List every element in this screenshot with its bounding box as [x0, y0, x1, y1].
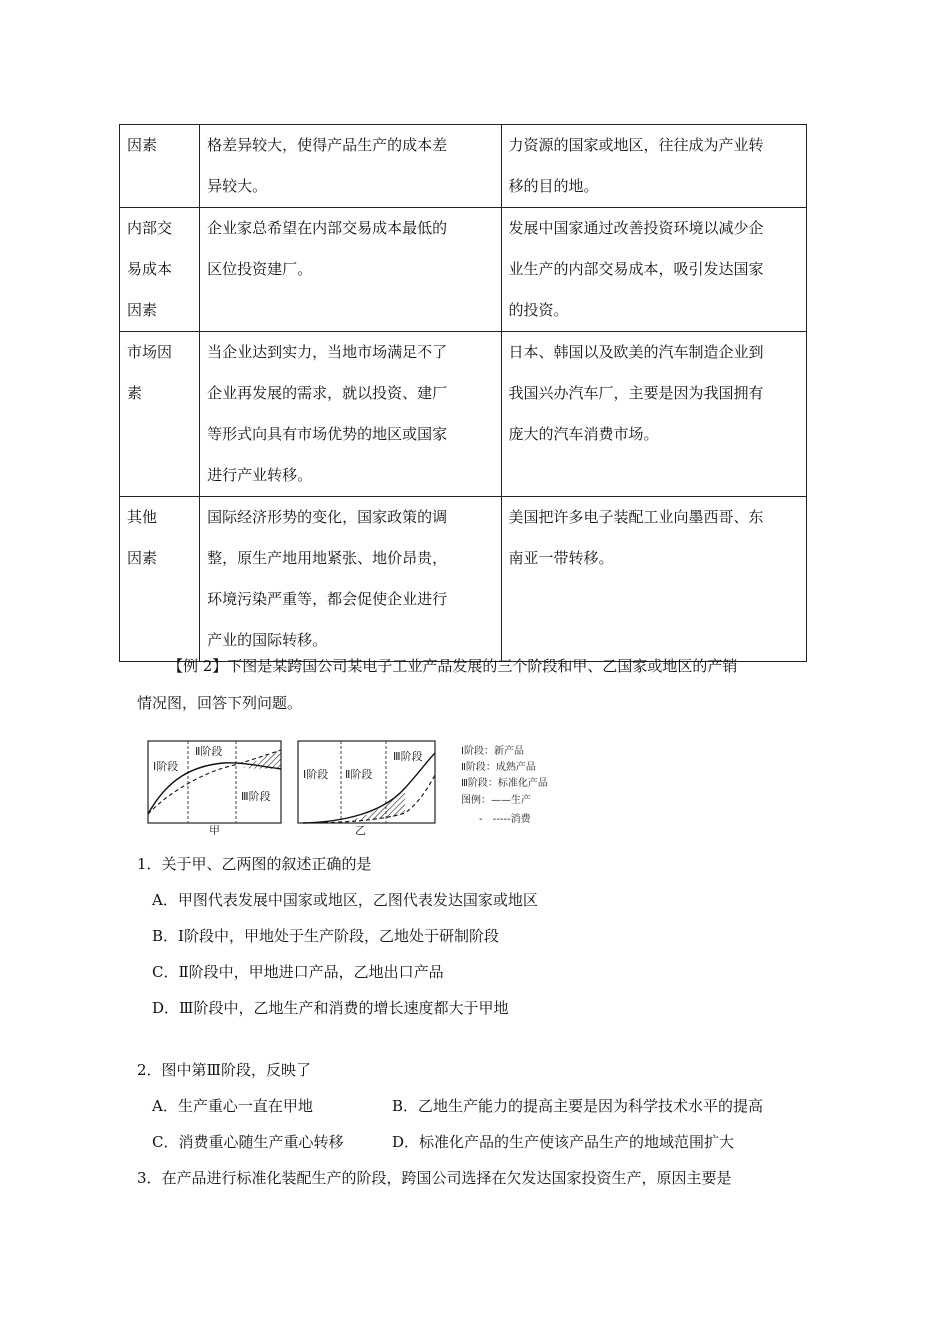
stage-label: Ⅲ阶段 — [393, 750, 423, 763]
legend-item: Ⅰ阶段：新产品 — [461, 746, 524, 757]
cell-line: 日本、韩国以及欧美的汽车制造企业到 — [508, 343, 764, 361]
table-row — [120, 332, 807, 497]
stage-label: Ⅰ阶段 — [153, 760, 179, 773]
cell-line: 南亚一带转移。 — [508, 549, 614, 567]
factor-cell — [120, 332, 200, 497]
cell-line: 因素 — [127, 301, 158, 319]
example-cell — [501, 208, 806, 332]
cell-line: 美国把许多电子装配工业向墨西哥、东 — [508, 508, 764, 526]
option-c: C．Ⅱ阶段中，甲地进口产品，乙地出口产品 — [152, 963, 444, 981]
cell-line: 市场因 — [127, 343, 173, 361]
cell-line: 因素 — [127, 136, 158, 154]
panel-label: 乙 — [355, 824, 366, 835]
cell-line: 国际经济形势的变化，国家政策的调 — [207, 508, 448, 526]
option-b: B．Ⅰ阶段中，甲地处于生产阶段，乙地处于研制阶段 — [152, 927, 499, 945]
example-cell — [501, 497, 806, 662]
deficit-hatch — [348, 788, 405, 822]
cell-line: 力资源的国家或地区，往往成为产业转 — [508, 136, 764, 154]
cell-line: 环境污染严重等，都会促使企业进行 — [207, 590, 448, 608]
factor-cell — [120, 125, 200, 208]
table-row — [120, 208, 807, 332]
cell-line: 进行产业转移。 — [207, 466, 313, 484]
example-cell — [501, 332, 806, 497]
cell-line: 企业再发展的需求，就以投资、建厂 — [207, 384, 448, 402]
desc-cell — [200, 208, 501, 332]
example-intro-line: 情况图，回答下列问题。 — [137, 694, 303, 712]
option-a: A．甲图代表发展中国家或地区，乙图代表发达国家或地区 — [152, 891, 538, 909]
cell-line: 产业的国际转移。 — [207, 631, 328, 649]
cell-line: 的投资。 — [508, 301, 569, 319]
cell-line: 易成本 — [127, 260, 173, 278]
option-a: A．生产重心一直在甲地 — [152, 1097, 313, 1115]
cell-line: 企业家总希望在内部交易成本最低的 — [207, 219, 448, 237]
desc-cell — [200, 332, 501, 497]
production-curve — [303, 753, 435, 823]
legend-item: Ⅱ阶段：成熟产品 — [461, 762, 536, 773]
production-consumption-figure — [143, 738, 578, 835]
industry-transfer-table — [119, 124, 807, 662]
panel-label: 甲 — [209, 824, 220, 835]
desc-cell — [200, 125, 501, 208]
stage-label: Ⅲ阶段 — [241, 790, 271, 803]
desc-cell — [200, 497, 501, 662]
cell-line: 素 — [127, 384, 143, 402]
table-row — [120, 497, 807, 662]
cell-line: 区位投资建厂。 — [207, 260, 313, 278]
cell-line: 当企业达到实力，当地市场满足不了 — [207, 343, 448, 361]
example-intro-line: 【例 2】下图是某跨国公司某电子工业产品发展的三个阶段和甲、乙国家或地区的产销 — [168, 657, 738, 675]
stage-label: Ⅰ阶段 — [303, 768, 329, 781]
option-d: D．标准化产品的生产使该产品生产的地域范围扩大 — [392, 1133, 735, 1151]
panel-yi — [298, 741, 435, 835]
cell-line: 因素 — [127, 549, 158, 567]
factor-cell — [120, 497, 200, 662]
stage-label: Ⅱ阶段 — [345, 768, 373, 781]
cell-line: 整，原生产地用地紧张、地价昂贵， — [207, 549, 448, 567]
factor-cell — [120, 208, 200, 332]
cell-line: 格差异较大，使得产品生产的成本差 — [207, 136, 448, 154]
option-b: B．乙地生产能力的提高主要是因为科学技术水平的提高 — [392, 1097, 764, 1115]
stage-label: Ⅱ阶段 — [195, 745, 223, 758]
legend-item: 图例：——生产 — [461, 795, 531, 806]
cell-line: 庞大的汽车消费市场。 — [508, 425, 659, 443]
figure-legend — [461, 744, 548, 825]
option-c: C．消费重心随生产重心转移 — [152, 1133, 344, 1151]
option-d: D．Ⅲ阶段中，乙地生产和消费的增长速度都大于甲地 — [152, 999, 509, 1017]
cell-line: 等形式向具有市场优势的地区或国家 — [207, 425, 448, 443]
question-stem: 1．关于甲、乙两图的叙述正确的是 — [137, 855, 372, 873]
panel-jia — [148, 741, 281, 835]
cell-line: 业生产的内部交易成本，吸引发达国家 — [508, 260, 764, 278]
cell-line: 发展中国家通过改善投资环境以减少企 — [508, 219, 764, 237]
cell-line: 内部交 — [127, 219, 173, 237]
table-row — [120, 125, 807, 208]
cell-line: 其他 — [127, 508, 158, 526]
cell-line: 移的目的地。 — [508, 177, 599, 195]
question-stem: 2．图中第Ⅲ阶段，反映了 — [137, 1061, 312, 1079]
legend-item: - -----消费 — [479, 814, 531, 825]
legend-item: Ⅲ阶段：标准化产品 — [461, 778, 548, 789]
question-stem: 3．在产品进行标准化装配生产的阶段，跨国公司选择在欠发达国家投资生产，原因主要是 — [137, 1169, 732, 1187]
cell-line: 我国兴办汽车厂，主要是因为我国拥有 — [508, 384, 764, 402]
example-cell — [501, 125, 806, 208]
cell-line: 异较大。 — [207, 177, 268, 195]
